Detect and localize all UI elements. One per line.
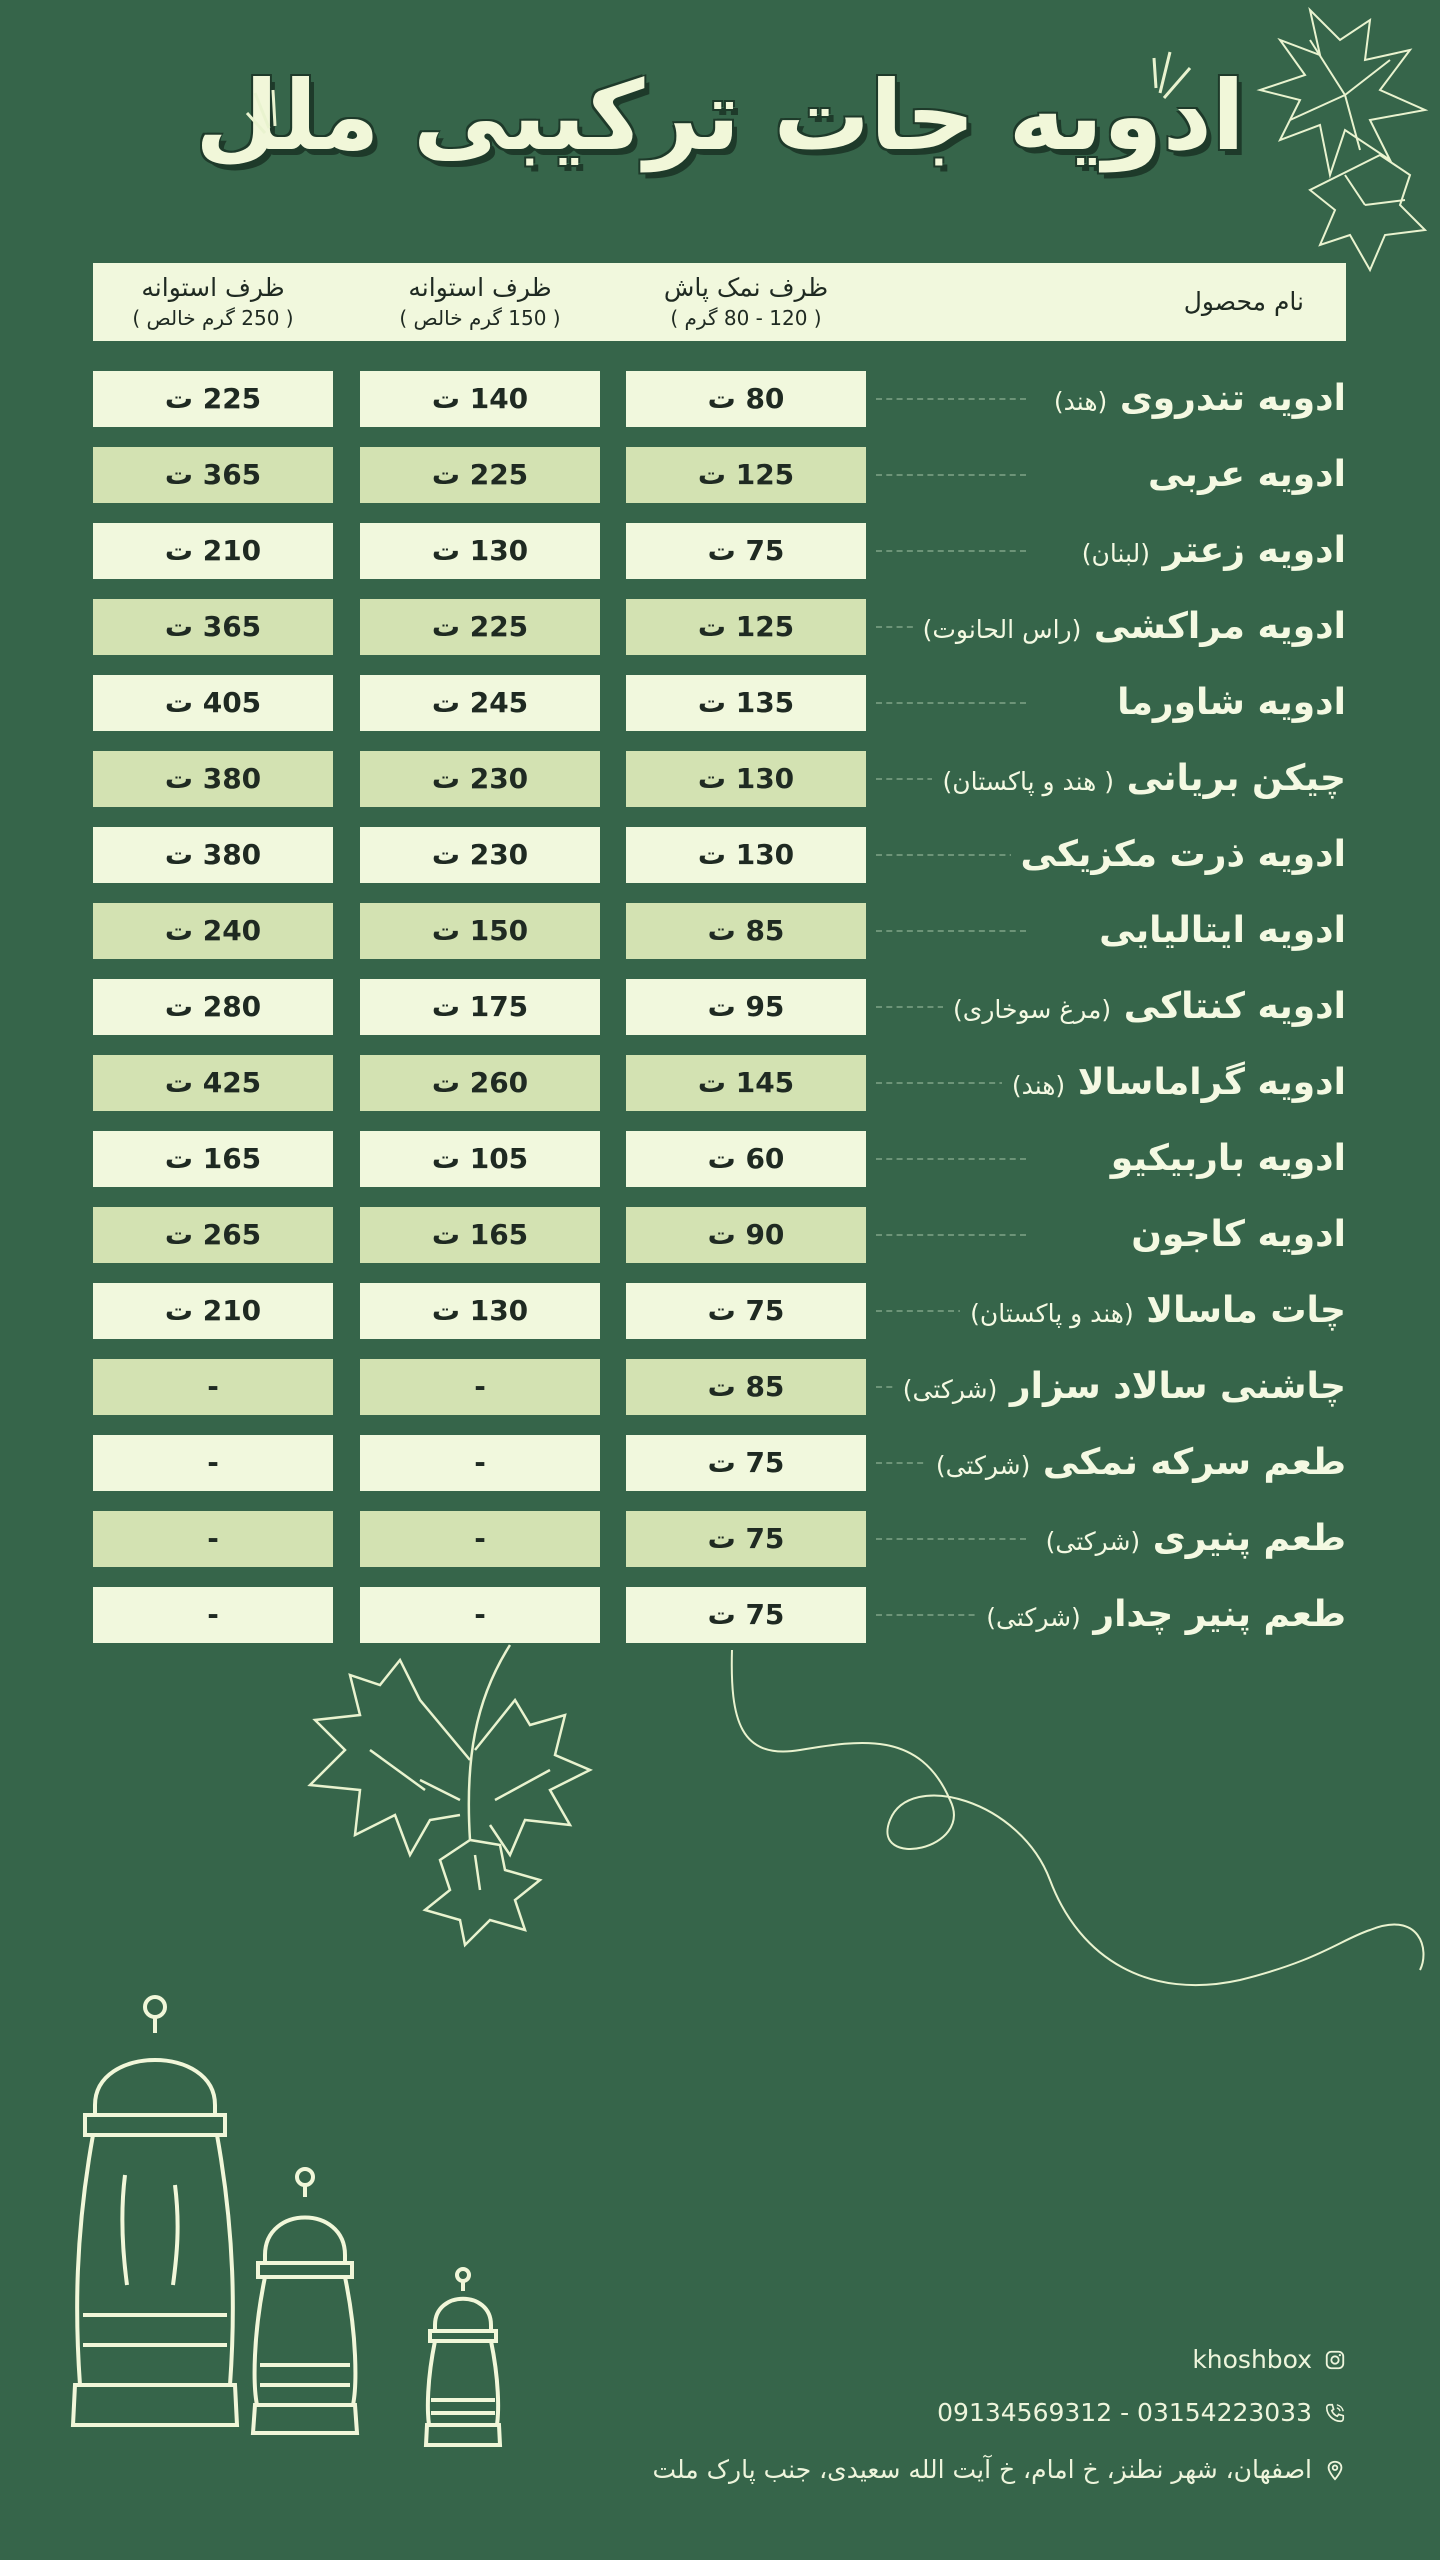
price-cylinder-150: - bbox=[360, 1359, 600, 1415]
product-name bbox=[1072, 523, 1346, 579]
price-shaker: 80 ت bbox=[626, 371, 866, 427]
product-name bbox=[976, 1587, 1346, 1643]
price-cylinder-150: 130 ت bbox=[360, 523, 600, 579]
price-cylinder-250: 280 ت bbox=[93, 979, 333, 1035]
product-name bbox=[1044, 371, 1346, 427]
product-title: ادویه مراکشی bbox=[1093, 606, 1346, 647]
price-cylinder-150: - bbox=[360, 1587, 600, 1643]
price-shaker: 125 ت bbox=[626, 447, 866, 503]
table-row bbox=[0, 1055, 1440, 1111]
price-cylinder-250: 380 ت bbox=[93, 751, 333, 807]
row-leader-line bbox=[876, 550, 1026, 552]
price-cylinder-250: 425 ت bbox=[93, 1055, 333, 1111]
price-shaker: 130 ت bbox=[626, 827, 866, 883]
product-origin: (شرکتی) bbox=[935, 1451, 1031, 1480]
product-name bbox=[932, 751, 1346, 807]
product-title: ادویه گراماسالا bbox=[1077, 1062, 1346, 1103]
product-title: طعم پنیری bbox=[1152, 1518, 1346, 1559]
price-cylinder-150: 230 ت bbox=[360, 827, 600, 883]
price-cylinder-150: 105 ت bbox=[360, 1131, 600, 1187]
price-cylinder-250: 365 ت bbox=[93, 447, 333, 503]
row-leader-line bbox=[876, 474, 1026, 476]
header-col3-title: ظرف استوانه bbox=[141, 273, 285, 302]
product-title: ادویه عربی bbox=[1148, 454, 1346, 495]
price-shaker: 75 ت bbox=[626, 1283, 866, 1339]
price-cylinder-150: 225 ت bbox=[360, 447, 600, 503]
price-shaker: 85 ت bbox=[626, 903, 866, 959]
sparkle-right-decoration bbox=[1150, 48, 1195, 103]
product-name bbox=[1138, 447, 1346, 503]
row-leader-line bbox=[876, 1234, 1026, 1236]
price-cylinder-250: 165 ت bbox=[93, 1131, 333, 1187]
table-row bbox=[0, 599, 1440, 655]
product-title: ادویه کنتاکی bbox=[1123, 986, 1346, 1027]
product-origin: (شرکتی) bbox=[902, 1375, 998, 1404]
product-name bbox=[1101, 1131, 1346, 1187]
price-cylinder-150: 175 ت bbox=[360, 979, 600, 1035]
instagram-icon bbox=[1324, 2349, 1346, 2371]
product-title: ادویه ذرت مکزیکی bbox=[1020, 834, 1346, 875]
header-col-cylinder-250 bbox=[93, 263, 333, 341]
product-title: ادویه تندروی bbox=[1119, 378, 1346, 419]
price-shaker: 145 ت bbox=[626, 1055, 866, 1111]
product-name bbox=[1036, 1511, 1346, 1567]
product-origin: (شرکتی) bbox=[986, 1603, 1081, 1632]
table-row bbox=[0, 751, 1440, 807]
row-leader-line bbox=[876, 702, 1026, 704]
product-title: چیکن بریانی bbox=[1126, 758, 1346, 799]
price-cylinder-250: - bbox=[93, 1511, 333, 1567]
phone-line bbox=[937, 2398, 1346, 2427]
price-cylinder-150: 230 ت bbox=[360, 751, 600, 807]
price-cylinder-250: 225 ت bbox=[93, 371, 333, 427]
location-pin-icon bbox=[1324, 2459, 1346, 2481]
price-shaker: 90 ت bbox=[626, 1207, 866, 1263]
header-col-cylinder-150 bbox=[360, 263, 600, 341]
table-row bbox=[0, 523, 1440, 579]
row-leader-line bbox=[876, 398, 1026, 400]
price-cylinder-150: 260 ت bbox=[360, 1055, 600, 1111]
product-name bbox=[1089, 903, 1346, 959]
price-shaker: 75 ت bbox=[626, 1435, 866, 1491]
instagram-line bbox=[1192, 2345, 1346, 2374]
table-row bbox=[0, 1511, 1440, 1567]
price-cylinder-250: - bbox=[93, 1587, 333, 1643]
price-shaker: 60 ت bbox=[626, 1131, 866, 1187]
price-table-header bbox=[93, 263, 1346, 341]
product-title: طعم پنیر چدار bbox=[1093, 1594, 1346, 1635]
product-name bbox=[926, 1435, 1346, 1491]
curly-line-decoration bbox=[720, 1640, 1440, 2100]
product-origin: (شرکتی) bbox=[1045, 1527, 1141, 1556]
phone-icon bbox=[1324, 2402, 1346, 2424]
header-col1-title: ظرف نمک پاش bbox=[663, 273, 829, 302]
product-origin: (لبنان) bbox=[1081, 539, 1150, 568]
instagram-handle[interactable]: khoshbox bbox=[1192, 2345, 1312, 2374]
price-shaker: 75 ت bbox=[626, 523, 866, 579]
page-title: ادویه جات ترکیبی ملل bbox=[195, 60, 1245, 172]
product-name bbox=[1121, 1207, 1346, 1263]
price-shaker: 85 ت bbox=[626, 1359, 866, 1415]
product-title: ادویه ایتالیایی bbox=[1099, 910, 1346, 951]
product-title: ادویه زعتر bbox=[1162, 530, 1346, 571]
product-name bbox=[960, 1283, 1346, 1339]
address-text: اصفهان، شهر نطنز، خ امام، خ آیت الله سعیدی، جنب پارک ملت bbox=[652, 2455, 1312, 2484]
table-row bbox=[0, 447, 1440, 503]
table-row bbox=[0, 1435, 1440, 1491]
price-cylinder-150: - bbox=[360, 1435, 600, 1491]
product-title: ادویه باربیکیو bbox=[1110, 1138, 1346, 1179]
table-row bbox=[0, 675, 1440, 731]
price-cylinder-250: 365 ت bbox=[93, 599, 333, 655]
product-title: طعم سرکه نمکی bbox=[1042, 1442, 1346, 1483]
leaf-top-right-decoration bbox=[1250, 0, 1440, 290]
row-leader-line bbox=[876, 1538, 1026, 1540]
product-title: چاشنی سالاد سزار bbox=[1009, 1366, 1346, 1407]
row-leader-line bbox=[876, 1158, 1026, 1160]
price-cylinder-250: 240 ت bbox=[93, 903, 333, 959]
price-shaker: 130 ت bbox=[626, 751, 866, 807]
product-origin: (هند و پاکستان) bbox=[970, 1299, 1134, 1328]
product-origin: (مرغ سوخاری) bbox=[953, 995, 1112, 1024]
header-product-name: نام محصول bbox=[1183, 287, 1304, 316]
price-cylinder-250: 265 ت bbox=[93, 1207, 333, 1263]
table-row bbox=[0, 1359, 1440, 1415]
header-col2-sub: ( 150 گرم خالص ) bbox=[399, 306, 561, 330]
price-cylinder-150: 150 ت bbox=[360, 903, 600, 959]
product-origin: ( هند و پاکستان) bbox=[942, 767, 1115, 796]
price-cylinder-150: 130 ت bbox=[360, 1283, 600, 1339]
row-leader-line bbox=[876, 930, 1026, 932]
product-title: چات ماسالا bbox=[1146, 1290, 1346, 1331]
price-cylinder-250: 210 ت bbox=[93, 1283, 333, 1339]
price-shaker: 95 ت bbox=[626, 979, 866, 1035]
price-cylinder-150: 225 ت bbox=[360, 599, 600, 655]
price-cylinder-150: 245 ت bbox=[360, 675, 600, 731]
table-row bbox=[0, 979, 1440, 1035]
price-cylinder-150: 165 ت bbox=[360, 1207, 600, 1263]
price-cylinder-250: - bbox=[93, 1435, 333, 1491]
price-shaker: 75 ت bbox=[626, 1587, 866, 1643]
product-title: ادویه شاورما bbox=[1117, 682, 1346, 723]
product-origin: (هند) bbox=[1011, 1071, 1066, 1100]
price-shaker: 125 ت bbox=[626, 599, 866, 655]
header-col1-sub: ( 120 - 80 گرم ) bbox=[670, 306, 822, 330]
price-cylinder-250: 210 ت bbox=[93, 523, 333, 579]
table-row bbox=[0, 371, 1440, 427]
product-title: ادویه کاجون bbox=[1131, 1214, 1346, 1255]
address-line bbox=[652, 2455, 1346, 2484]
price-cylinder-150: 140 ت bbox=[360, 371, 600, 427]
product-name bbox=[943, 979, 1346, 1035]
table-row bbox=[0, 1283, 1440, 1339]
product-name bbox=[1002, 1055, 1346, 1111]
header-col-shaker bbox=[626, 263, 866, 341]
table-row bbox=[0, 1587, 1440, 1643]
sparkle-left-decoration bbox=[245, 88, 285, 138]
leaf-branch-decoration bbox=[300, 1640, 640, 1950]
table-row bbox=[0, 827, 1440, 883]
phone-numbers[interactable]: 09134569312 - 03154223033 bbox=[937, 2398, 1312, 2427]
price-shaker: 135 ت bbox=[626, 675, 866, 731]
price-cylinder-250: - bbox=[93, 1359, 333, 1415]
product-origin: (راس الحانوت) bbox=[922, 615, 1082, 644]
pepper-mills-decoration bbox=[55, 1985, 525, 2455]
price-cylinder-150: - bbox=[360, 1511, 600, 1567]
header-col2-title: ظرف استوانه bbox=[408, 273, 552, 302]
table-row bbox=[0, 903, 1440, 959]
price-cylinder-250: 405 ت bbox=[93, 675, 333, 731]
row-leader-line bbox=[876, 854, 1026, 856]
header-col3-sub: ( 250 گرم خالص ) bbox=[132, 306, 294, 330]
table-row bbox=[0, 1131, 1440, 1187]
product-name bbox=[893, 1359, 1346, 1415]
price-shaker: 75 ت bbox=[626, 1511, 866, 1567]
product-name bbox=[1107, 675, 1346, 731]
table-row bbox=[0, 1207, 1440, 1263]
product-origin: (هند) bbox=[1053, 387, 1108, 416]
product-name bbox=[913, 599, 1346, 655]
product-name bbox=[1011, 827, 1346, 883]
price-cylinder-250: 380 ت bbox=[93, 827, 333, 883]
